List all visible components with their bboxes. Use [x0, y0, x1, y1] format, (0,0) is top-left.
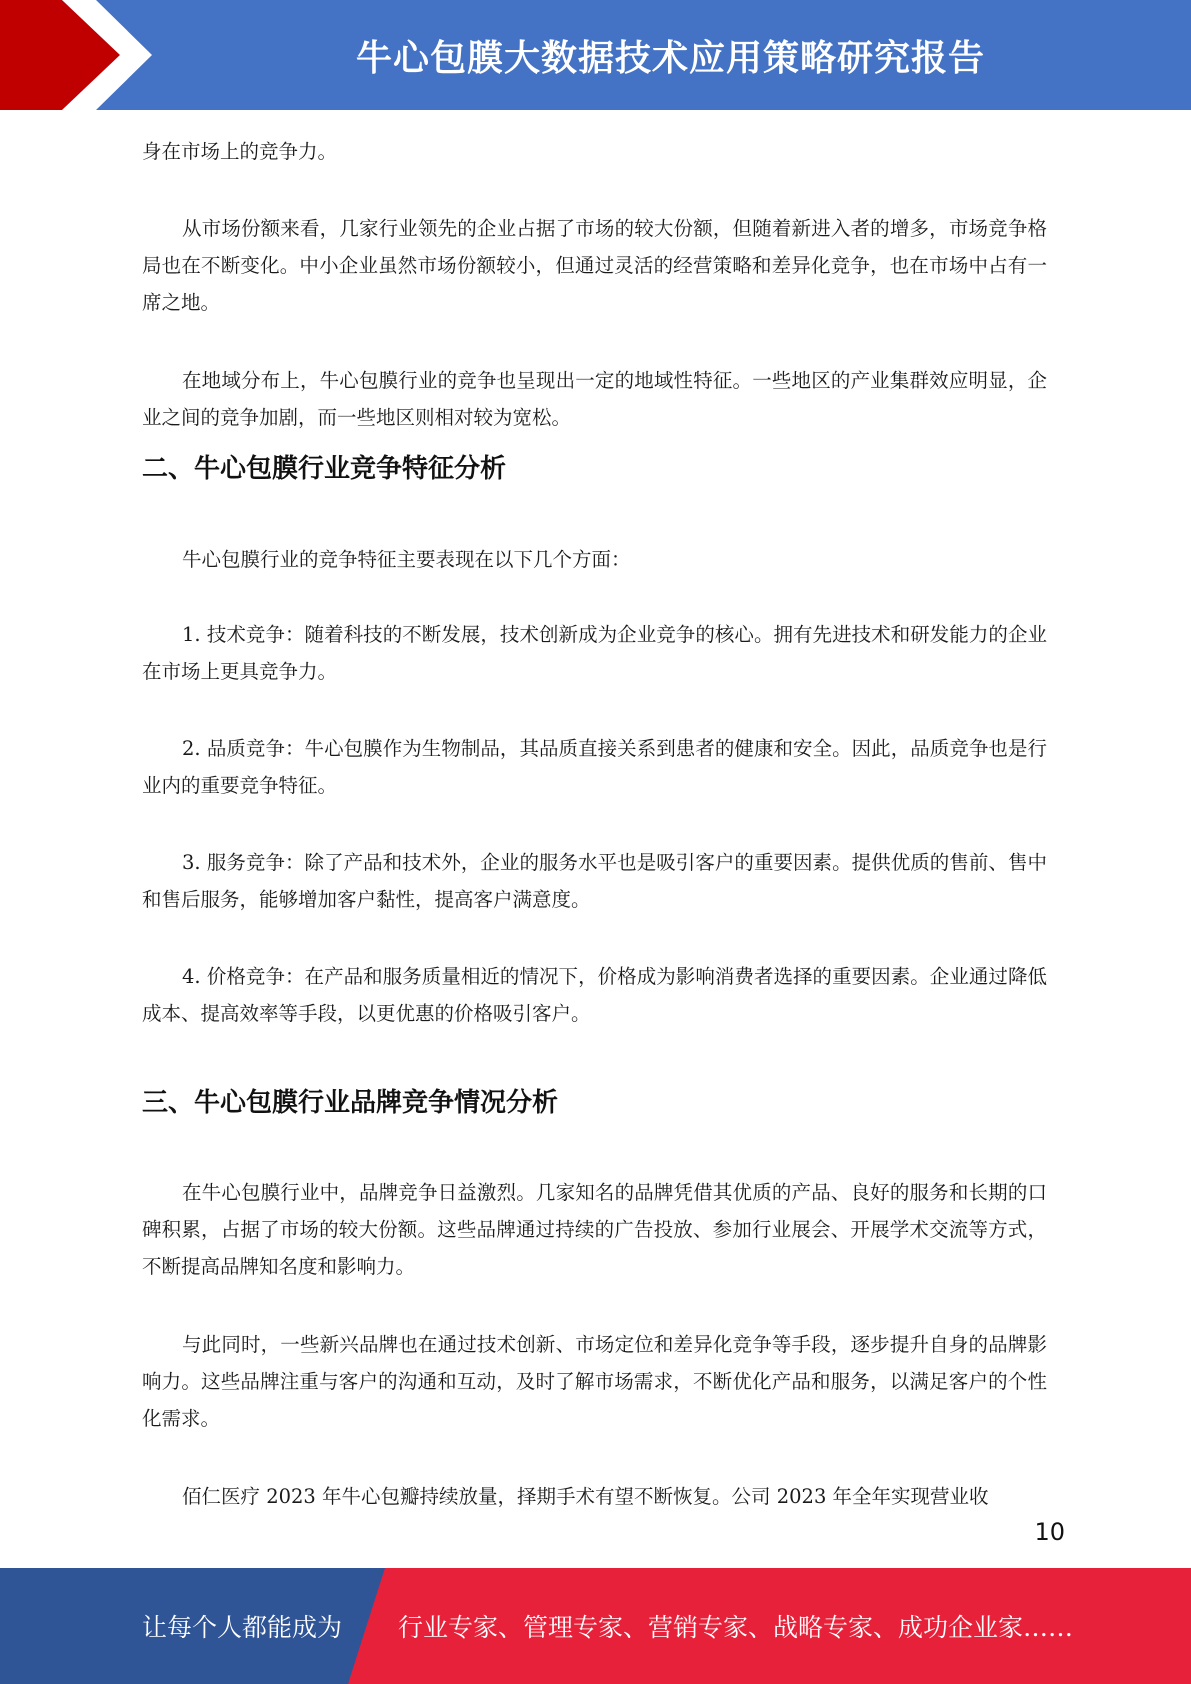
paragraph: 与此同时，一些新兴品牌也在通过技术创新、市场定位和差异化竞争等手段，逐步提升自身的品牌影响力。这些品牌注重与客户的沟通和互动，及时了解市场需求，不断优化产品和服务，以满足客户的个性化需求。	[142, 1333, 1047, 1430]
report-title: 牛心包膜大数据技术应用策略研究报告	[355, 37, 985, 79]
header-arrow-decoration	[0, 0, 170, 110]
page-header	[0, 0, 1191, 110]
list-item: 4. 价格竞争：在产品和服务质量相近的情况下，价格成为影响消费者选择的重要因素。企业通过降低成本、提高效率等手段，以更优惠的价格吸引客户。	[142, 965, 1047, 1025]
page-number: 10	[1034, 1518, 1065, 1546]
footer-slogan-left: 让每个人都能成为	[142, 1613, 343, 1642]
list-item: 2. 品质竞争：牛心包膜作为生物制品，其品质直接关系到患者的健康和安全。因此，品质竞争也是行业内的重要竞争特征。	[142, 737, 1047, 797]
paragraph: 牛心包膜行业的竞争特征主要表现在以下几个方面：	[182, 548, 631, 571]
paragraph: 从市场份额来看，几家行业领先的企业占据了市场的较大份额，但随着新进入者的增多，市场竞争格局也在不断变化。中小企业虽然市场份额较小，但通过灵活的经营策略和差异化竞争，也在市场中占有一席之地。	[142, 217, 1047, 314]
footer-slogan-right: 行业专家、管理专家、营销专家、战略专家、成功企业家……	[398, 1613, 1074, 1642]
section-heading: 三、牛心包膜行业品牌竞争情况分析	[142, 1088, 559, 1118]
list-item: 1. 技术竞争：随着科技的不断发展，技术创新成为企业竞争的核心。拥有先进技术和研发能力的企业在市场上更具竞争力。	[142, 623, 1047, 683]
paragraph: 在地域分布上，牛心包膜行业的竞争也呈现出一定的地域性特征。一些地区的产业集群效应明显，企业之间的竞争加剧，而一些地区则相对较为宽松。	[142, 369, 1047, 429]
section-heading: 二、牛心包膜行业竞争特征分析	[142, 454, 507, 484]
paragraph: 身在市场上的竞争力。	[142, 140, 338, 163]
paragraph: 佰仁医疗 2023 年牛心包瓣持续放量，择期手术有望不断恢复。公司 2023 年全年实现营业收	[182, 1485, 989, 1508]
list-item: 3. 服务竞争：除了产品和技术外，企业的服务水平也是吸引客户的重要因素。提供优质的售前、售中和售后服务，能够增加客户黏性，提高客户满意度。	[142, 851, 1047, 911]
paragraph: 在牛心包膜行业中，品牌竞争日益激烈。几家知名的品牌凭借其优质的产品、良好的服务和长期的口碑积累，占据了市场的较大份额。这些品牌通过持续的广告投放、参加行业展会、开展学术交流等方式，不断提高品牌知名度和影响力。	[142, 1181, 1047, 1278]
page-footer	[0, 1568, 1191, 1684]
